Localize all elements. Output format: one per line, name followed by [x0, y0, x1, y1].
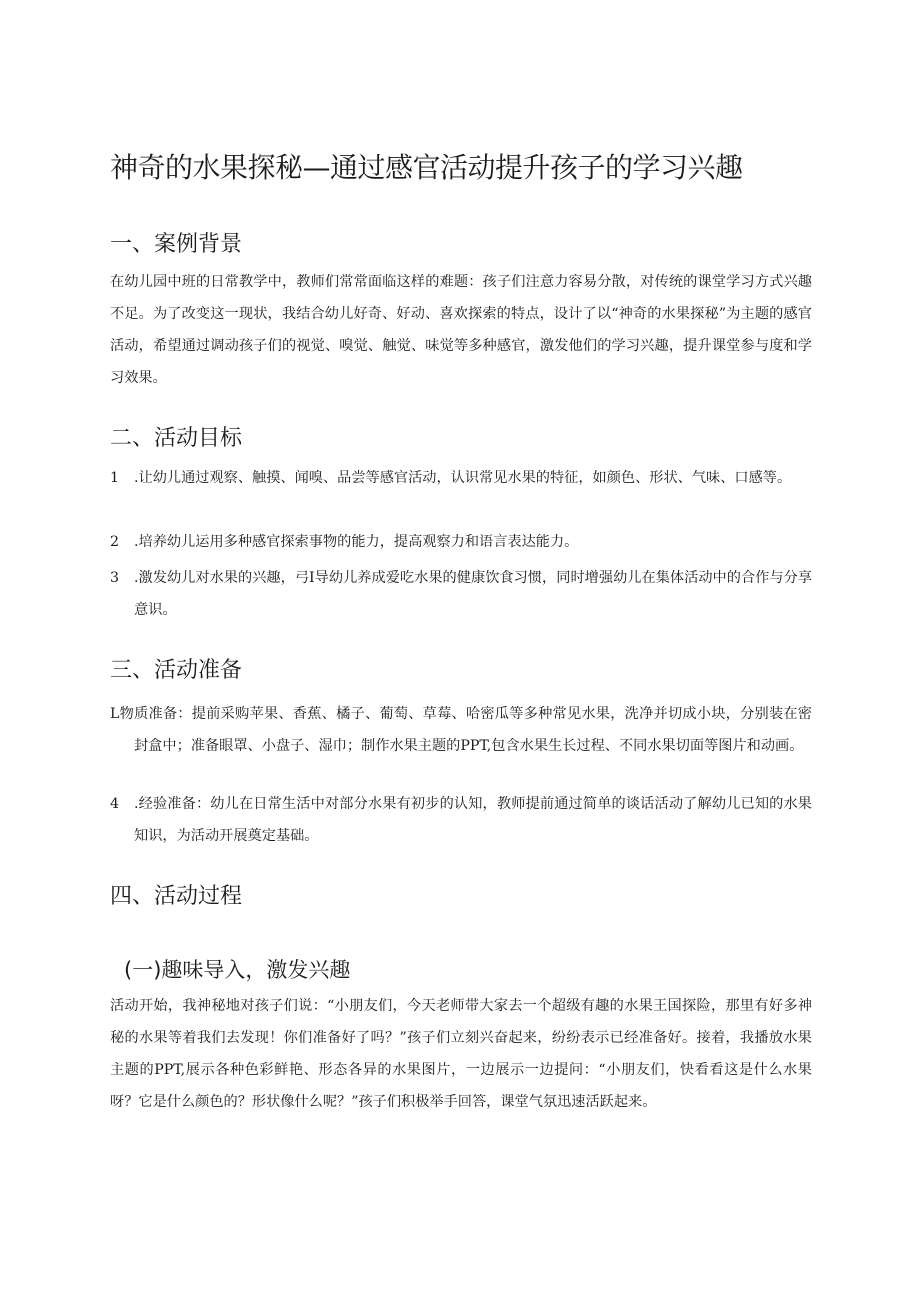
goal-item-1	[110, 462, 812, 494]
goal-item-text: .激发幼儿对水果的兴趣，弓I导幼儿养成爱吃水果的健康饮食习惯，同时增强幼儿在集体活动中的合作与分享意识。	[134, 570, 812, 618]
section-heading-process: 四、活动过程	[110, 884, 243, 909]
prep-item-material: L物质准备：提前采购苹果、香蕉、橘子、葡萄、草莓、哈密瓜等多种常见水果，洗净并切成小块，分别装在密封盒中；准备眼罩、小盘子、湿巾；制作水果主题的PPT,包含水果生长过程、不同水果切面等图片和动画。	[110, 706, 812, 754]
section-heading-goals: 二、活动目标	[110, 426, 243, 451]
goal-item-3	[110, 562, 812, 626]
prep-item-number: 4	[110, 796, 120, 812]
goal-item-number: 2	[110, 534, 120, 550]
goal-item-text: .培养幼儿运用多种感官探索事物的能力，提高观察力和语言表达能力。	[134, 534, 579, 550]
goal-item-number: 3	[110, 570, 120, 586]
goal-item-number: 1	[110, 470, 120, 486]
intro-paragraph: 活动开始，我神秘地对孩子们说：“小朋友们，今天老师带大家去一个超级有趣的水果王国探险，那里有好多神秘的水果等着我们去发现！你们准备好了吗？”孩子们立刻兴奋起来，纷纷表示已经准备好。接着，我播放水果主题的PPT,展示各种色彩鲜艳、形态各异的水果图片，一边展示一边提问：“小朋友们，快看看这是什么水果呀？它是什么颜色的？形状像什么呢？”孩子们积极举手回答，课堂气氛迅速活跃起来。	[110, 998, 812, 1110]
background-paragraph: 在幼儿园中班的日常教学中，教师们常常面临这样的难题：孩子们注意力容易分散，对传统的课堂学习方式兴趣不足。为了改变这一现状，我结合幼儿好奇、好动、喜欢探索的特点，设计了以“神奇的水果探秘”为主题的感官活动，希望通过调动孩子们的视觉、嗅觉、触觉、味觉等多种感官，激发他们的学习兴趣，提升课堂参与度和学习效果。	[110, 274, 812, 386]
section-heading-background: 一、案例背景	[110, 232, 243, 257]
prep-item-text: .经验准备：幼儿在日常生活中对部分水果有初步的认知，教师提前通过简单的谈话活动了解幼儿已知的水果知识，为活动开展奠定基础。	[134, 796, 812, 844]
goal-item-text: .让幼儿通过观察、触摸、闻嗅、品尝等感官活动，认识常见水果的特征，如颜色、形状、气味、口感等。	[134, 470, 792, 486]
page-title: 神奇的水果探秘—通过感官活动提升孩子的学习兴趣	[110, 151, 743, 184]
prep-item-experience	[110, 788, 812, 852]
goal-item-2	[110, 526, 812, 558]
subsection-heading-intro: (一)趣味导入，激发兴趣	[124, 958, 351, 982]
section-heading-preparation: 三、活动准备	[110, 658, 243, 683]
